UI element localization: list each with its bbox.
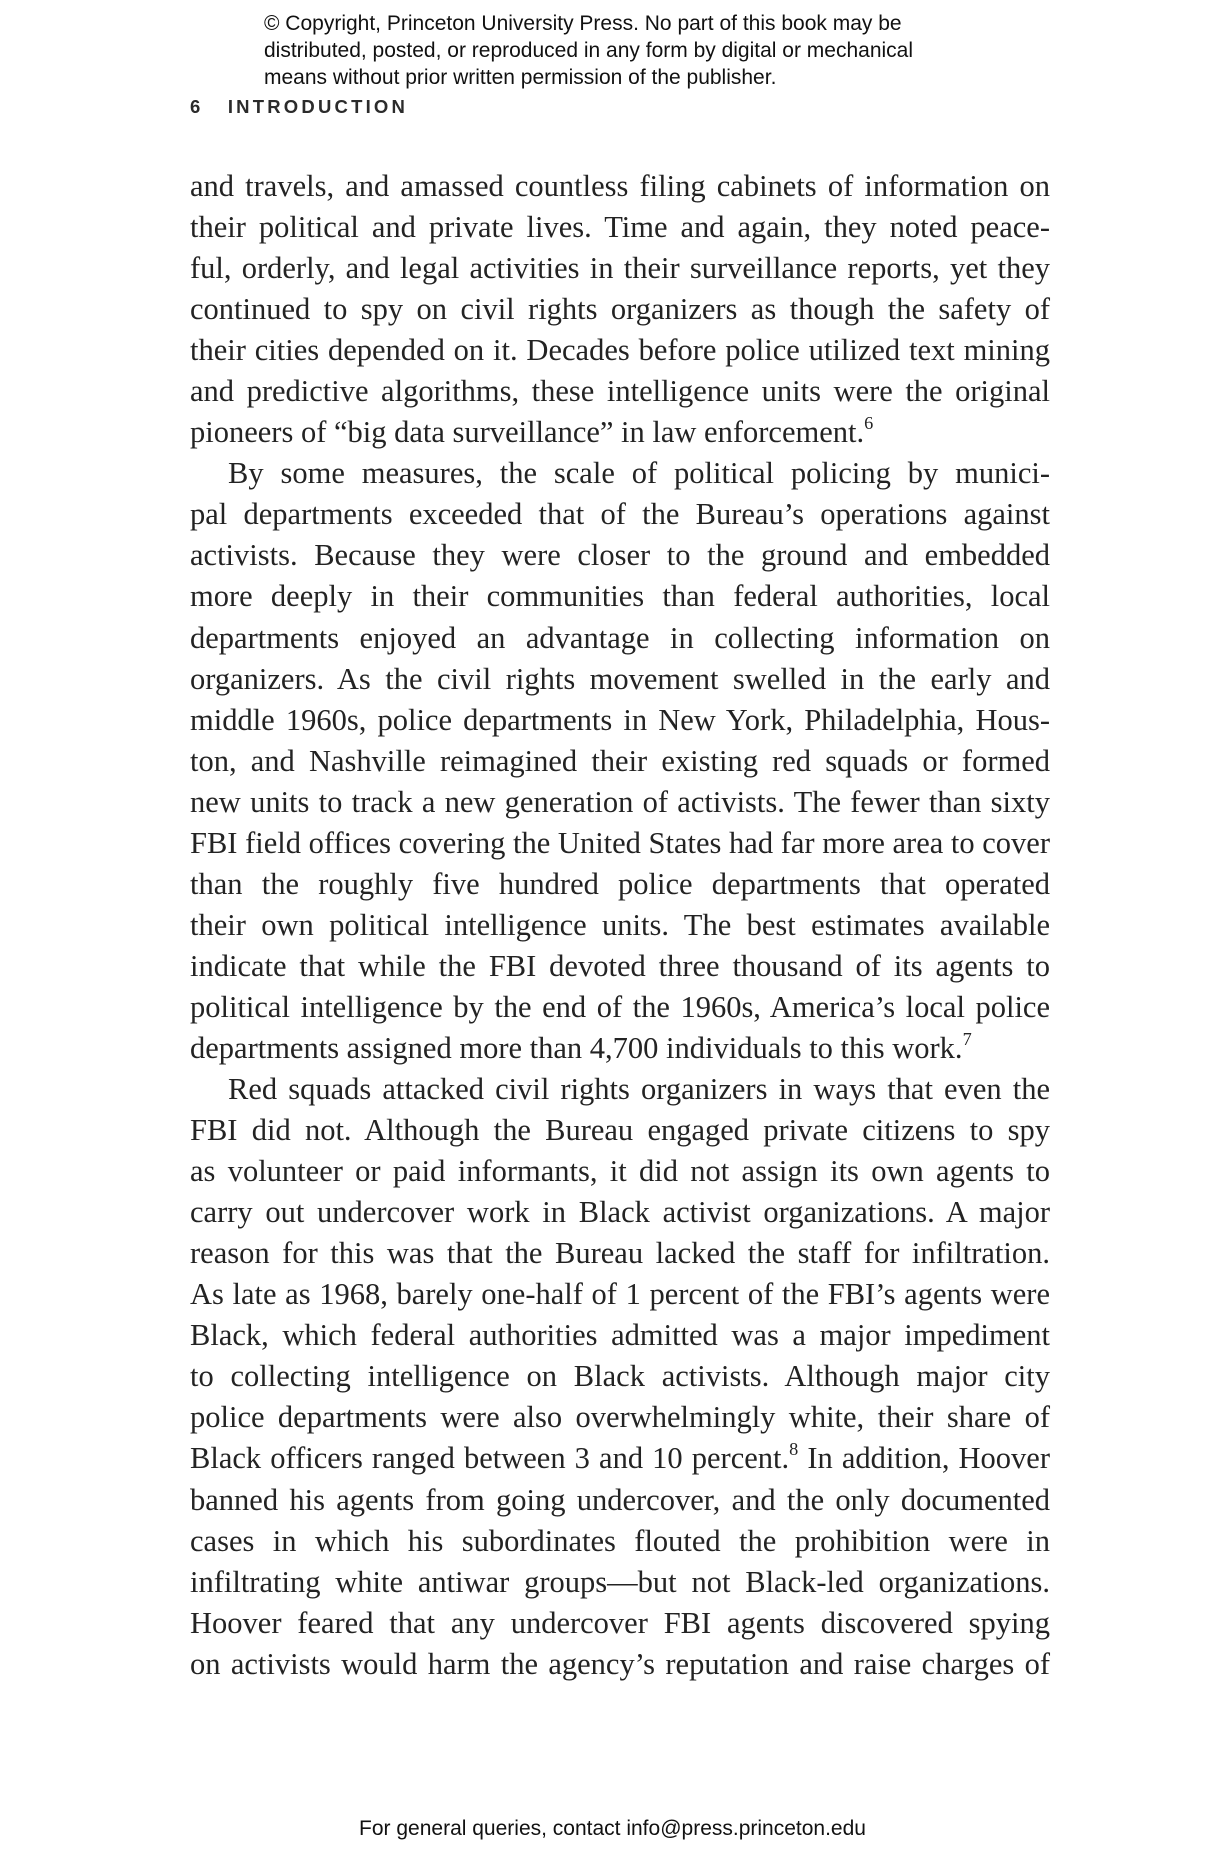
- text-line: to collecting intelligence on Black activists. Although major city: [190, 1359, 1050, 1394]
- text-line: Red squads attacked civil rights organizers in ways that even the: [228, 1072, 1050, 1107]
- text-line: banned his agents from going undercover, and the only documented: [190, 1482, 1050, 1517]
- copyright-notice: [264, 10, 1024, 91]
- text-line: As late as 1968, barely one-half of 1 percent of the FBI’s agents were: [190, 1277, 1050, 1312]
- text-line: pal departments exceeded that of the Bureau’s operations against: [190, 497, 1050, 532]
- copyright-line: distributed, posted, or reproduced in any form by digital or mechanical: [264, 39, 914, 62]
- text-line: carry out undercover work in Black activist organizations. A major: [190, 1195, 1050, 1230]
- text-line: [190, 412, 1050, 453]
- text-line-content: departments assigned more than 4,700 individuals to this work.: [190, 1030, 963, 1065]
- text-line: Hoover feared that any undercover FBI agents discovered spying: [190, 1605, 1050, 1640]
- text-line: [190, 1028, 1050, 1069]
- text-line-content: pioneers of “big data surveillance” in law enforcement.: [190, 415, 865, 450]
- paragraph: [190, 1069, 1050, 1685]
- footnote-marker: 8: [789, 1439, 799, 1460]
- text-line: ful, orderly, and legal activities in their surveillance reports, yet they: [190, 251, 1050, 286]
- text-line: on activists would harm the agency’s reputation and raise charges of: [190, 1646, 1050, 1681]
- contact-notice: For general queries, contact info@press.princeton.edu: [359, 1817, 866, 1840]
- text-line-content: In addition, Hoover: [798, 1441, 1050, 1476]
- text-line: FBI did not. Although the Bureau engaged private citizens to spy: [190, 1113, 1050, 1148]
- text-line: their political and private lives. Time and again, they noted peace-: [190, 210, 1050, 245]
- page-footer: [0, 1817, 1225, 1841]
- text-line: organizers. As the civil rights movement swelled in the early and: [190, 661, 1050, 696]
- text-line-content: Black officers ranged between 3 and 10 percent.: [190, 1441, 790, 1476]
- text-line: activists. Because they were closer to the ground and embedded: [190, 538, 1050, 573]
- text-line: their cities depended on it. Decades before police utilized text mining: [190, 333, 1050, 368]
- text-line: By some measures, the scale of political policing by munici-: [228, 456, 1050, 491]
- text-line: more deeply in their communities than federal authorities, local: [190, 579, 1050, 614]
- paragraph: [190, 166, 1050, 453]
- body-text: [190, 166, 1050, 1685]
- text-line: cases in which his subordinates flouted the prohibition were in: [190, 1523, 1050, 1558]
- text-line: police departments were also overwhelmingly white, their share of: [190, 1400, 1050, 1435]
- copyright-line: © Copyright, Princeton University Press. No part of this book may be: [264, 12, 902, 35]
- text-line: as volunteer or paid informants, it did not assign its own agents to: [190, 1154, 1050, 1189]
- text-line: departments enjoyed an advantage in collecting information on: [190, 620, 1050, 655]
- text-line: infiltrating white antiwar groups—but not Black-led organizations.: [190, 1564, 1050, 1599]
- text-line: and travels, and amassed countless filing cabinets of information on: [190, 169, 1050, 203]
- text-line: Black, which federal authorities admitted was a major impediment: [190, 1318, 1050, 1353]
- text-line: their own political intelligence units. The best estimates available: [190, 907, 1050, 942]
- copyright-line: means without prior written permission of the publisher.: [264, 66, 777, 89]
- section-title: INTRODUCTION: [227, 96, 409, 117]
- text-line: than the roughly five hundred police departments that operated: [190, 866, 1050, 901]
- text-line: new units to track a new generation of activists. The fewer than sixty: [190, 784, 1050, 819]
- text-line: FBI field offices covering the United States had far more area to cover: [190, 825, 1050, 860]
- paragraph: [190, 453, 1050, 1069]
- text-line: continued to spy on civil rights organizers as though the safety of: [190, 292, 1050, 327]
- text-line: [190, 1438, 1050, 1479]
- footnote-marker: 6: [864, 413, 874, 434]
- text-line: middle 1960s, police departments in New York, Philadelphia, Hous-: [190, 702, 1050, 737]
- text-line: political intelligence by the end of the 1960s, America’s local police: [190, 989, 1050, 1024]
- footnote-marker: 7: [962, 1029, 972, 1050]
- page-number: 6: [190, 96, 204, 117]
- text-line: and predictive algorithms, these intelligence units were the original: [190, 374, 1050, 409]
- text-line: ton, and Nashville reimagined their existing red squads or formed: [190, 743, 1050, 778]
- text-line: reason for this was that the Bureau lacked the staff for infiltration.: [190, 1236, 1050, 1271]
- running-head: [190, 96, 408, 118]
- text-line: indicate that while the FBI devoted three thousand of its agents to: [190, 948, 1050, 983]
